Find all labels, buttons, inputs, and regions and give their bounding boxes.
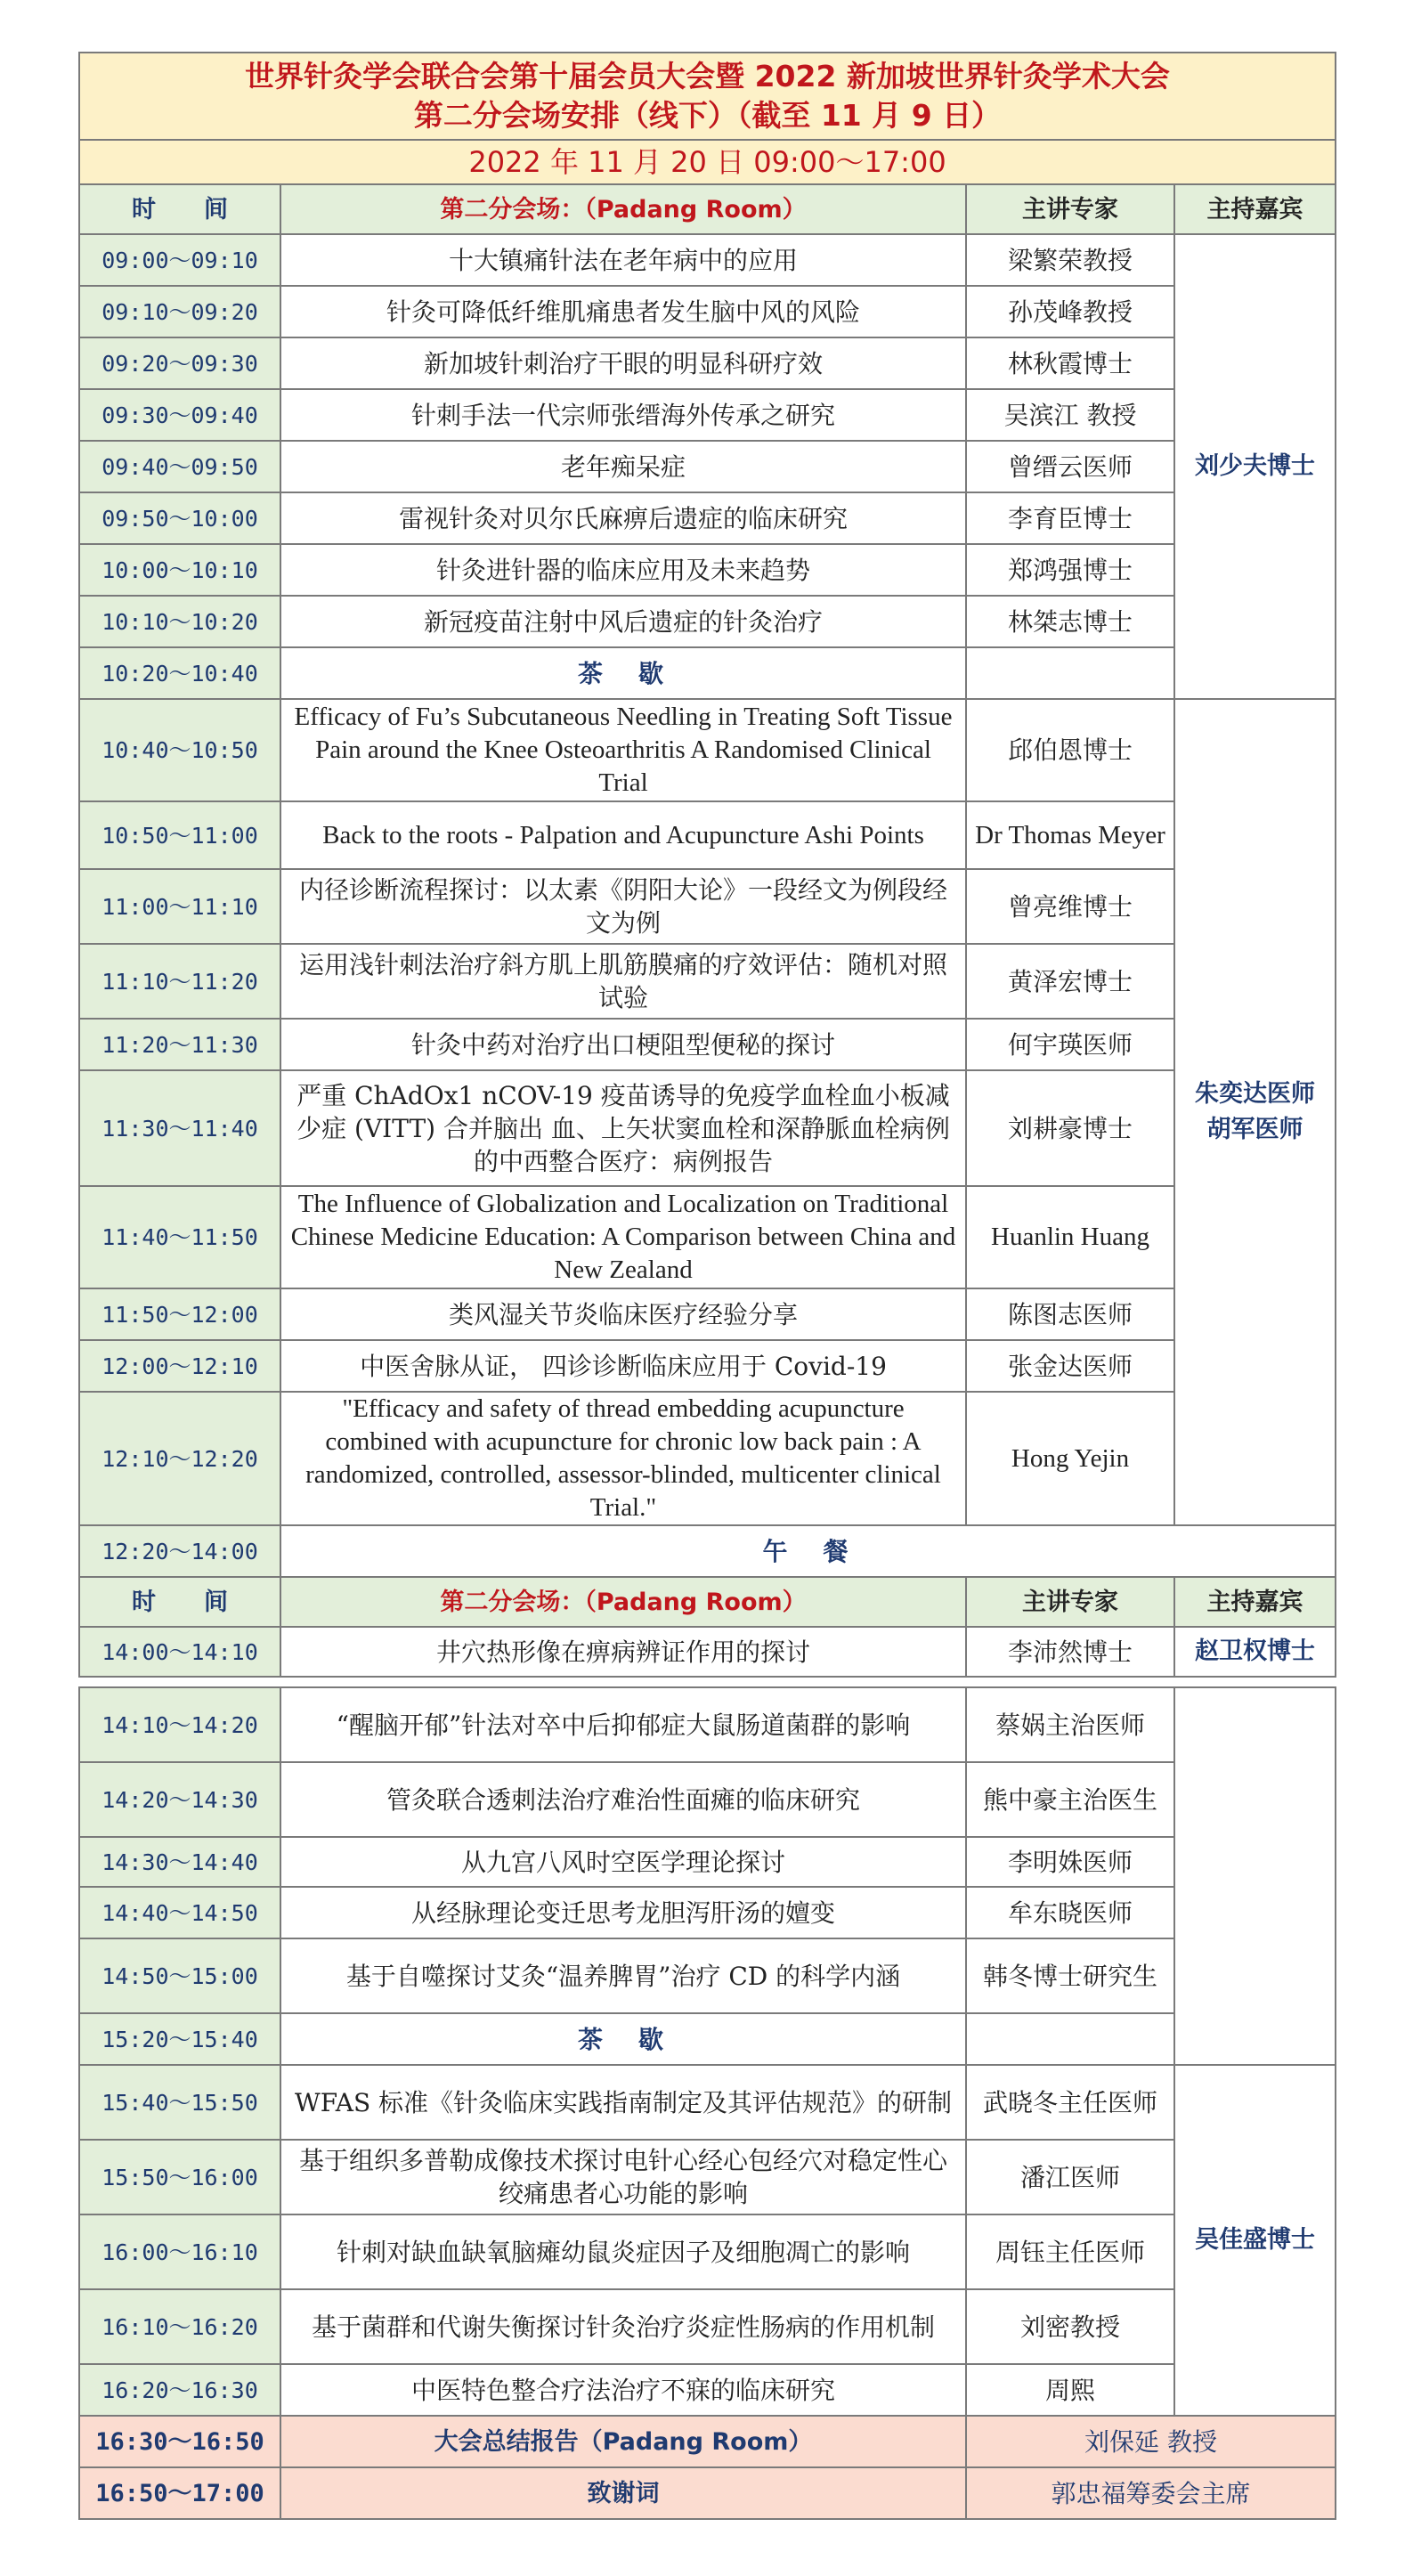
table-row [79,2065,1336,2140]
speaker-cell: 林秋霞博士 [966,337,1174,389]
date-line: 2022 年 11 月 20 日 09:00～17:00 [79,140,1336,184]
time-cell: 10:40～10:50 [79,699,280,801]
title-line-1: 世界针灸学会联合会第十届会员大会暨 2022 新加坡世界针灸学术大会 [245,59,1170,93]
time-cell: 11:30～11:40 [79,1070,280,1186]
time-cell: 09:50～10:00 [79,492,280,544]
table-row [79,286,1336,337]
speaker-cell: 林桀志博士 [966,596,1174,647]
topic-cell: 十大镇痛针法在老年病中的应用 [280,234,966,286]
time-cell: 09:30～09:40 [79,389,280,441]
topic-cell: 基于自噬探讨艾灸“温养脾胃”治疗 CD 的科学内涵 [280,1938,966,2013]
speaker-cell: 周熙 [966,2364,1174,2416]
table-row [79,1837,1336,1887]
time-cell: 14:10～14:20 [79,1687,280,1762]
host-cell: 赵卫权博士 [1174,1627,1336,1677]
topic-cell: 针灸中药对治疗出口梗阻型便秘的探讨 [280,1019,966,1070]
topic-cell: "Efficacy and safety of thread embedding acupuncture combined with acupuncture for chronic low back pain : A randomized, controlled, assessor-blinded, multicenter clinical Trial." [280,1392,966,1525]
speaker-cell: 张金达医师 [966,1340,1174,1392]
closing-speaker: 郭忠福筹委会主席 [966,2467,1336,2519]
table-row [79,2214,1336,2289]
time-cell: 11:10～11:20 [79,944,280,1019]
topic-cell: 新冠疫苗注射中风后遗症的针灸治疗 [280,596,966,647]
time-cell: 10:10～10:20 [79,596,280,647]
time-cell: 14:30～14:40 [79,1837,280,1887]
col-header-host: 主持嘉宾 [1174,1577,1336,1627]
topic-cell: 内径诊断流程探讨：以太素《阴阳大论》一段经文为例段经文为例 [280,869,966,944]
table-row [79,1687,1336,1762]
time-cell: 16:30～16:50 [79,2416,280,2467]
title-line-2: 第二分会场安排（线下）（截至 11 月 9 日） [413,98,1002,133]
time-cell: 15:20～15:40 [79,2013,280,2065]
empty-cell [966,647,1174,699]
time-cell: 12:00～12:10 [79,1340,280,1392]
col-header-room: 第二分会场：（Padang Room） [280,1577,966,1627]
table-row [79,234,1336,286]
speaker-cell: 周钰主任医师 [966,2214,1174,2289]
speaker-cell: 何宇瑛医师 [966,1019,1174,1070]
topic-cell: 中医特色整合疗法治疗不寐的临床研究 [280,2364,966,2416]
table-row [79,544,1336,596]
topic-cell: 类风湿关节炎临床医疗经验分享 [280,1288,966,1340]
table-row [79,1186,1336,1288]
column-header-row [79,184,1336,234]
table-gap [78,1678,1335,1686]
col-header-speaker: 主讲专家 [966,184,1174,234]
speaker-cell: 熊中豪主治医生 [966,1762,1174,1837]
topic-cell: 井穴热形像在痹病辨证作用的探讨 [280,1627,966,1677]
break-row [79,2013,1336,2065]
topic-cell: 从九宫八风时空医学理论探讨 [280,1837,966,1887]
table-row [79,699,1336,801]
host-cell: 刘少夫博士 [1174,234,1336,699]
speaker-cell: 吴滨江 教授 [966,389,1174,441]
table-row [79,1392,1336,1525]
speaker-cell: 蔡娲主治医师 [966,1687,1174,1762]
speaker-cell: 郑鸿强博士 [966,544,1174,596]
time-cell: 09:10～09:20 [79,286,280,337]
break-label: 茶 歇 [280,2013,966,2065]
col-header-time: 时 间 [79,1577,280,1627]
schedule-table-afternoon [78,1686,1336,2520]
table-row [79,1762,1336,1837]
break-row [79,647,1336,699]
title-row [79,53,1336,140]
speaker-cell: 武晓冬主任医师 [966,2065,1174,2140]
schedule-table-main [78,52,1336,1678]
host-name: 胡军医师 [1206,1116,1303,1143]
table-row [79,1288,1336,1340]
speaker-cell: Hong Yejin [966,1392,1174,1525]
time-cell: 11:50～12:00 [79,1288,280,1340]
page-title [79,53,1336,140]
speaker-cell: 黄泽宏博士 [966,944,1174,1019]
time-cell: 12:10～12:20 [79,1392,280,1525]
host-cell: 吴佳盛博士 [1174,2065,1336,2416]
speaker-cell: 刘耕豪博士 [966,1070,1174,1186]
table-row [79,2364,1336,2416]
time-cell: 14:00～14:10 [79,1627,280,1677]
table-row [79,1887,1336,1938]
time-cell: 10:00～10:10 [79,544,280,596]
topic-cell: 针灸进针器的临床应用及未来趋势 [280,544,966,596]
col-header-time: 时 间 [79,184,280,234]
table-row [79,1938,1336,2013]
lunch-row [79,1525,1336,1577]
table-row [79,1627,1336,1677]
topic-cell: Back to the roots - Palpation and Acupuncture Ashi Points [280,801,966,869]
speaker-cell: 李育臣博士 [966,492,1174,544]
time-cell: 16:10～16:20 [79,2289,280,2364]
speaker-cell: 牟东晓医师 [966,1887,1174,1938]
time-cell: 09:20～09:30 [79,337,280,389]
speaker-cell: 刘密教授 [966,2289,1174,2364]
speaker-cell: 潘江医师 [966,2140,1174,2214]
speaker-cell: 陈图志医师 [966,1288,1174,1340]
empty-cell [966,2013,1174,2065]
table-row [79,944,1336,1019]
table-row [79,801,1336,869]
topic-cell: WFAS 标准《针灸临床实践指南制定及其评估规范》的研制 [280,2065,966,2140]
col-header-room: 第二分会场：（Padang Room） [280,184,966,234]
topic-cell: 针刺对缺血缺氧脑瘫幼鼠炎症因子及细胞凋亡的影响 [280,2214,966,2289]
host-cell [1174,699,1336,1525]
table-row [79,1019,1336,1070]
closing-speaker: 刘保延 教授 [966,2416,1336,2467]
topic-cell: 针刺手法一代宗师张缙海外传承之研究 [280,389,966,441]
topic-cell: 雷视针灸对贝尔氏麻痹后遗症的临床研究 [280,492,966,544]
time-cell: 14:50～15:00 [79,1938,280,2013]
closing-row [79,2467,1336,2519]
col-header-speaker: 主讲专家 [966,1577,1174,1627]
table-row [79,2140,1336,2214]
topic-cell: 运用浅针刺法治疗斜方肌上肌筋膜痛的疗效评估：随机对照试验 [280,944,966,1019]
table-row [79,2289,1336,2364]
time-cell: 14:40～14:50 [79,1887,280,1938]
topic-cell: Efficacy of Fu’s Subcutaneous Needling in Treating Soft Tissue Pain around the Knee Osteoarthritis A Randomised Clinical Trial [280,699,966,801]
lunch-label: 午 餐 [280,1525,1336,1577]
speaker-cell: Huanlin Huang [966,1186,1174,1288]
speaker-cell: Dr Thomas Meyer [966,801,1174,869]
time-cell: 10:50～11:00 [79,801,280,869]
closing-row [79,2416,1336,2467]
topic-cell: 严重 ChAdOx1 nCOV-19 疫苗诱导的免疫学血栓血小板减少症 (VITT) 合并脑出 血、上矢状窦血栓和深静脈血栓病例的中西整合医疗：病例报告 [280,1070,966,1186]
date-row [79,140,1336,184]
time-cell: 12:20～14:00 [79,1525,280,1577]
topic-cell: 针灸可降低纤维肌痛患者发生脑中风的风险 [280,286,966,337]
speaker-cell: 孙茂峰教授 [966,286,1174,337]
time-cell: 16:00～16:10 [79,2214,280,2289]
table-row [79,1340,1336,1392]
topic-cell: 老年痴呆症 [280,441,966,492]
break-label: 茶 歇 [280,647,966,699]
time-cell: 15:40～15:50 [79,2065,280,2140]
table-row [79,596,1336,647]
speaker-cell: 曾亮维博士 [966,869,1174,944]
speaker-cell: 李明姝医师 [966,1837,1174,1887]
speaker-cell: 李沛然博士 [966,1627,1174,1677]
time-cell: 11:00～11:10 [79,869,280,944]
time-cell: 11:40～11:50 [79,1186,280,1288]
table-row [79,869,1336,944]
closing-label: 大会总结报告（Padang Room） [280,2416,966,2467]
schedule-sheet [78,52,1335,2520]
col-header-host: 主持嘉宾 [1174,184,1336,234]
time-cell: 15:50～16:00 [79,2140,280,2214]
table-row [79,492,1336,544]
table-row [79,337,1336,389]
host-name: 朱奕达医师 [1195,1080,1315,1108]
topic-cell: 从经脉理论变迁思考龙胆泻肝汤的嬗变 [280,1887,966,1938]
topic-cell: 基于菌群和代谢失衡探讨针灸治疗炎症性肠病的作用机制 [280,2289,966,2364]
table-row [79,389,1336,441]
topic-cell: 中医舍脉从证， 四诊诊断临床应用于 Covid-19 [280,1340,966,1392]
time-cell: 09:40～09:50 [79,441,280,492]
time-cell: 09:00～09:10 [79,234,280,286]
table-row [79,1070,1336,1186]
closing-label: 致谢词 [280,2467,966,2519]
time-cell: 14:20～14:30 [79,1762,280,1837]
speaker-cell: 梁繁荣教授 [966,234,1174,286]
speaker-cell: 曾缙云医师 [966,441,1174,492]
time-cell: 10:20～10:40 [79,647,280,699]
topic-cell: 基于组织多普勒成像技术探讨电针心经心包经穴对稳定性心绞痛患者心功能的影响 [280,2140,966,2214]
topic-cell: “醒脑开郁”针法对卒中后抑郁症大鼠肠道菌群的影响 [280,1687,966,1762]
table-row [79,441,1336,492]
column-header-row [79,1577,1336,1627]
speaker-cell: 韩冬博士研究生 [966,1938,1174,2013]
time-cell: 16:20～16:30 [79,2364,280,2416]
topic-cell: 新加坡针刺治疗干眼的明显科研疗效 [280,337,966,389]
topic-cell: The Influence of Globalization and Localization on Traditional Chinese Medicine Education: A Comparison between China and New Zealand [280,1186,966,1288]
time-cell: 16:50～17:00 [79,2467,280,2519]
time-cell: 11:20～11:30 [79,1019,280,1070]
topic-cell: 管灸联合透刺法治疗难治性面瘫的临床研究 [280,1762,966,1837]
empty-host-cell [1174,1687,1336,2065]
speaker-cell: 邱伯恩博士 [966,699,1174,801]
